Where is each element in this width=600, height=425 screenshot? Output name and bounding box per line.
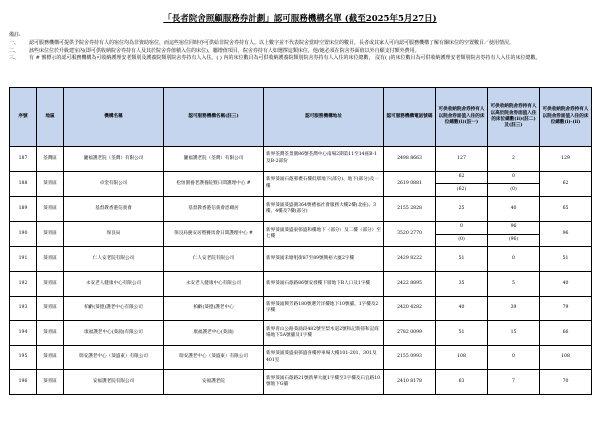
cell-beds-total: 25: [436, 197, 488, 222]
cell-phone: 2619 0881: [384, 171, 436, 197]
cell-district: 荃灣區: [37, 147, 64, 172]
note-number: 一、: [9, 40, 20, 47]
cell-rcs-name: 康福護老中心(葵涌): [164, 321, 264, 346]
cell-phone: 2782 0099: [384, 321, 436, 346]
cell-rcs-name: 永安老人健康中心有限公司: [164, 271, 264, 296]
cell-phone: 2422 8895: [384, 271, 436, 296]
cell-seq: 193: [10, 296, 37, 321]
header-beds-diff: 可供收納院舍券持有人以院舍券面值入住的床位總數(i)-(ii): [540, 88, 592, 147]
cell-address: 新界葵涌石蔭邨禮石樓低層地下(部分)、地下(部分)及一樓: [264, 171, 384, 197]
cell-org-name: 康福護老中心(葵涌)有限公司: [64, 321, 164, 346]
cell-beds-total: 40: [436, 296, 488, 321]
cell-beds-diff: 66: [540, 321, 592, 346]
cell-org-name: 仁人安老院有限公司: [64, 247, 164, 272]
remarks-label: 備註:: [9, 32, 21, 38]
table-row: [10, 171, 592, 184]
remarks-section: [9, 32, 594, 63]
cell-beds-diff: 65: [540, 197, 592, 222]
cell-beds-total: 51: [436, 321, 488, 346]
cell-district: 葵青區: [37, 221, 64, 247]
cell-rcs-name: 柏齡(葵德)護老中心: [164, 296, 264, 321]
cell-phone: 2155 2828: [384, 197, 436, 222]
cell-seq: 188: [10, 171, 37, 197]
cell-org-name: 保良局: [64, 221, 164, 247]
cell-address: 新界葵涌石蔭路21號新華大廈1字樓至3字樓及石宜路10號地下G舖: [264, 370, 384, 395]
cell-org-name: 儷福護老院（荃灣）有限公司: [64, 147, 164, 172]
cell-seq: 187: [10, 147, 37, 172]
cell-beds-extra: 40: [488, 197, 540, 222]
note-3: [9, 55, 594, 62]
cell-beds-extra-nursing: (0): [488, 184, 540, 197]
cell-beds-extra-nursing: (96): [488, 234, 540, 247]
cell-phone: 2420 4282: [384, 296, 436, 321]
table-row: [10, 197, 592, 222]
cell-org-name: 安福護老院有限公司: [64, 370, 164, 395]
cell-beds-diff: 62: [540, 171, 592, 197]
cell-beds-extra: 2: [488, 147, 540, 172]
cell-beds-total: 63: [436, 370, 488, 395]
cell-address: 新界荃灣荃景圍86號荃灣中心南場2期第11至14座B-1及B-2部份: [264, 147, 384, 172]
cell-beds-extra: 15: [488, 321, 540, 346]
cell-phone: 3520 2770: [384, 221, 436, 247]
cell-org-name: 永安老人健康中心有限公司: [64, 271, 164, 296]
cell-seq: 189: [10, 197, 37, 222]
cell-org-name: 瑞安護老中心（葵盛東）有限公司: [64, 345, 164, 370]
table-row: [10, 247, 592, 272]
document-title: 「長者院舍照顧服務券計劃」認可服務機構名單 (截至2025年5月27日): [163, 14, 437, 24]
cell-address: 新界葵涌禾塘咀街87至89號興裕大廈2字樓: [264, 247, 384, 272]
header-seq: 序號: [10, 88, 37, 147]
table-header-row: [10, 88, 592, 147]
cell-seq: 192: [10, 271, 37, 296]
cell-seq: 195: [10, 345, 37, 370]
note-text: 有 # 號標示的認可服務機構為可收納護理安老類別及護養院類別院舍券持有人入住。( ) 內的床位數目為可供收納護養院類別院舍券持有人入住的床位總數， 沒有( )的床位數目為可供收納護理安老類別院舍券持有人入住的床位總數。: [29, 55, 541, 62]
cell-district: 葵青區: [37, 171, 64, 197]
cell-beds-extra: 0: [488, 247, 540, 272]
cell-rcs-name: 基督教香港信義會恩頤居: [164, 197, 264, 222]
cell-beds-diff: 129: [540, 147, 592, 172]
table-row: [10, 370, 592, 395]
cell-seq: 190: [10, 221, 37, 247]
header-district: 地區: [37, 88, 64, 147]
table-row: [10, 296, 592, 321]
cell-beds-extra: 5: [488, 271, 540, 296]
cell-rcs-name: 松恒園養老護養院暨日間護理中心 #: [164, 171, 264, 197]
cell-rcs-name: 仁人安老院有限公司: [164, 247, 264, 272]
cell-rcs-name: 安福護老院: [164, 370, 264, 395]
cell-beds-extra: 7: [488, 370, 540, 395]
cell-beds-total: 108: [436, 345, 488, 370]
cell-beds-total-nursing: (0): [436, 234, 488, 247]
cell-address: 新界葵涌石蔭路86號安發樓下層地下B人口及1字樓: [264, 271, 384, 296]
cell-district: 葵青區: [37, 345, 64, 370]
cell-seq: 191: [10, 247, 37, 272]
cell-beds-diff: 108: [540, 345, 592, 370]
cell-address: 新界葵涌葵盛東邨盛和樓地下（部分）及二樓（部分）至七樓: [264, 221, 384, 247]
cell-seq: 196: [10, 370, 37, 395]
note-text: 該些床位位於升級建室內(即可供收納院舍券持有人及其於院舍券值積入住的床位)，屬增值項目，院舍券持有人如選擇這類床位，他/她必須在院舍券面值以外自願支付額外費用。: [29, 47, 420, 54]
note-text: 認可服務機構可提供予院舍券持有人的宿位均為非資助宿位，而這些宿位同時亦可供給非院舍券持有人。以上數字並不代表院舍當時空置床位的數目，長者或其家人可向認可服務機構了解有關床位的空置數目／使用情況。: [29, 40, 515, 47]
table-body: [10, 147, 592, 395]
cell-address: 新界葵涌興芳路180號選芳洋樓地下10號舖、1字樓及2字樓: [264, 296, 384, 321]
cell-address: 新界青山公路葵涌段482號至梨木道2號和記新邨和記商場地下5A號舖及1字樓: [264, 321, 384, 346]
cell-phone: 2410 8178: [384, 370, 436, 395]
cell-phone: 2498 8663: [384, 147, 436, 172]
cell-beds-total: 127: [436, 147, 488, 172]
cell-district: 葵青區: [37, 197, 64, 222]
cell-district: 葵青區: [37, 370, 64, 395]
cell-beds-diff: 96: [540, 221, 592, 247]
cell-beds-total: 62: [436, 171, 488, 184]
table-row: [10, 147, 592, 172]
cell-beds-extra: 96: [488, 221, 540, 234]
cell-beds-extra: 0: [488, 345, 540, 370]
cell-beds-extra: 39: [488, 296, 540, 321]
header-org-name: 機構名稱: [64, 88, 164, 147]
table-row: [10, 271, 592, 296]
cell-address: 新界葵涌葵盛東邨盛喜樓停車場大樓101-201、301及401室: [264, 345, 384, 370]
header-beds-total: 可供收納院舍券持有人以院舍券面值入住的床位總數(i)(註一): [436, 88, 488, 147]
cell-beds-diff: 40: [540, 271, 592, 296]
cell-beds-total: 0: [436, 221, 488, 234]
cell-phone: 2429 8222: [384, 247, 436, 272]
cell-beds-total-nursing: (62): [436, 184, 488, 197]
table-row: [10, 345, 592, 370]
cell-beds-diff: 70: [540, 370, 592, 395]
cell-beds-extra: 0: [488, 171, 540, 184]
cell-district: 葵青區: [37, 321, 64, 346]
cell-district: 葵青區: [37, 271, 64, 296]
cell-phone: 2155 0993: [384, 345, 436, 370]
cell-org-name: 基督教香港信義會: [64, 197, 164, 222]
cell-beds-total: 51: [436, 247, 488, 272]
cell-rcs-name: 瑞安護老中心（葵盛東）有限公司: [164, 345, 264, 370]
header-address: 認可服務機構地址: [264, 88, 384, 147]
cell-beds-total: 35: [436, 271, 488, 296]
table-row: [10, 221, 592, 234]
cell-beds-diff: 79: [540, 296, 592, 321]
cell-seq: 194: [10, 321, 37, 346]
header-beds-extra: 可供收納院舍券持有人以高於院舍券面值入住的床位總數(ii)(註二)及(註三): [488, 88, 540, 147]
cell-address: 新界葵涌葵盛圍364號禮福社會服務大樓2樓(北座)、3樓、4樓及7樓(部分): [264, 197, 384, 222]
service-providers-table: [9, 87, 592, 395]
table-row: [10, 321, 592, 346]
note-number: 二、: [9, 47, 20, 54]
cell-beds-diff: 51: [540, 247, 592, 272]
note-number: 三、: [9, 55, 20, 62]
cell-org-name: 柏齡(葵德)護老中心有限公司: [64, 296, 164, 321]
header-rcs-name: 認可服務機構名稱(註三): [164, 88, 264, 147]
note-1: [9, 40, 594, 47]
cell-rcs-name: 保良局慶安居暨賽馬會日間護理中心 #: [164, 221, 264, 247]
cell-district: 葵青區: [37, 247, 64, 272]
cell-district: 葵青區: [37, 296, 64, 321]
cell-rcs-name: 儷福護老院（荃灣）有限公司: [164, 147, 264, 172]
cell-org-name: 卓金有限公司: [64, 171, 164, 197]
header-phone: 認可服務機構電話號碼: [384, 88, 436, 147]
